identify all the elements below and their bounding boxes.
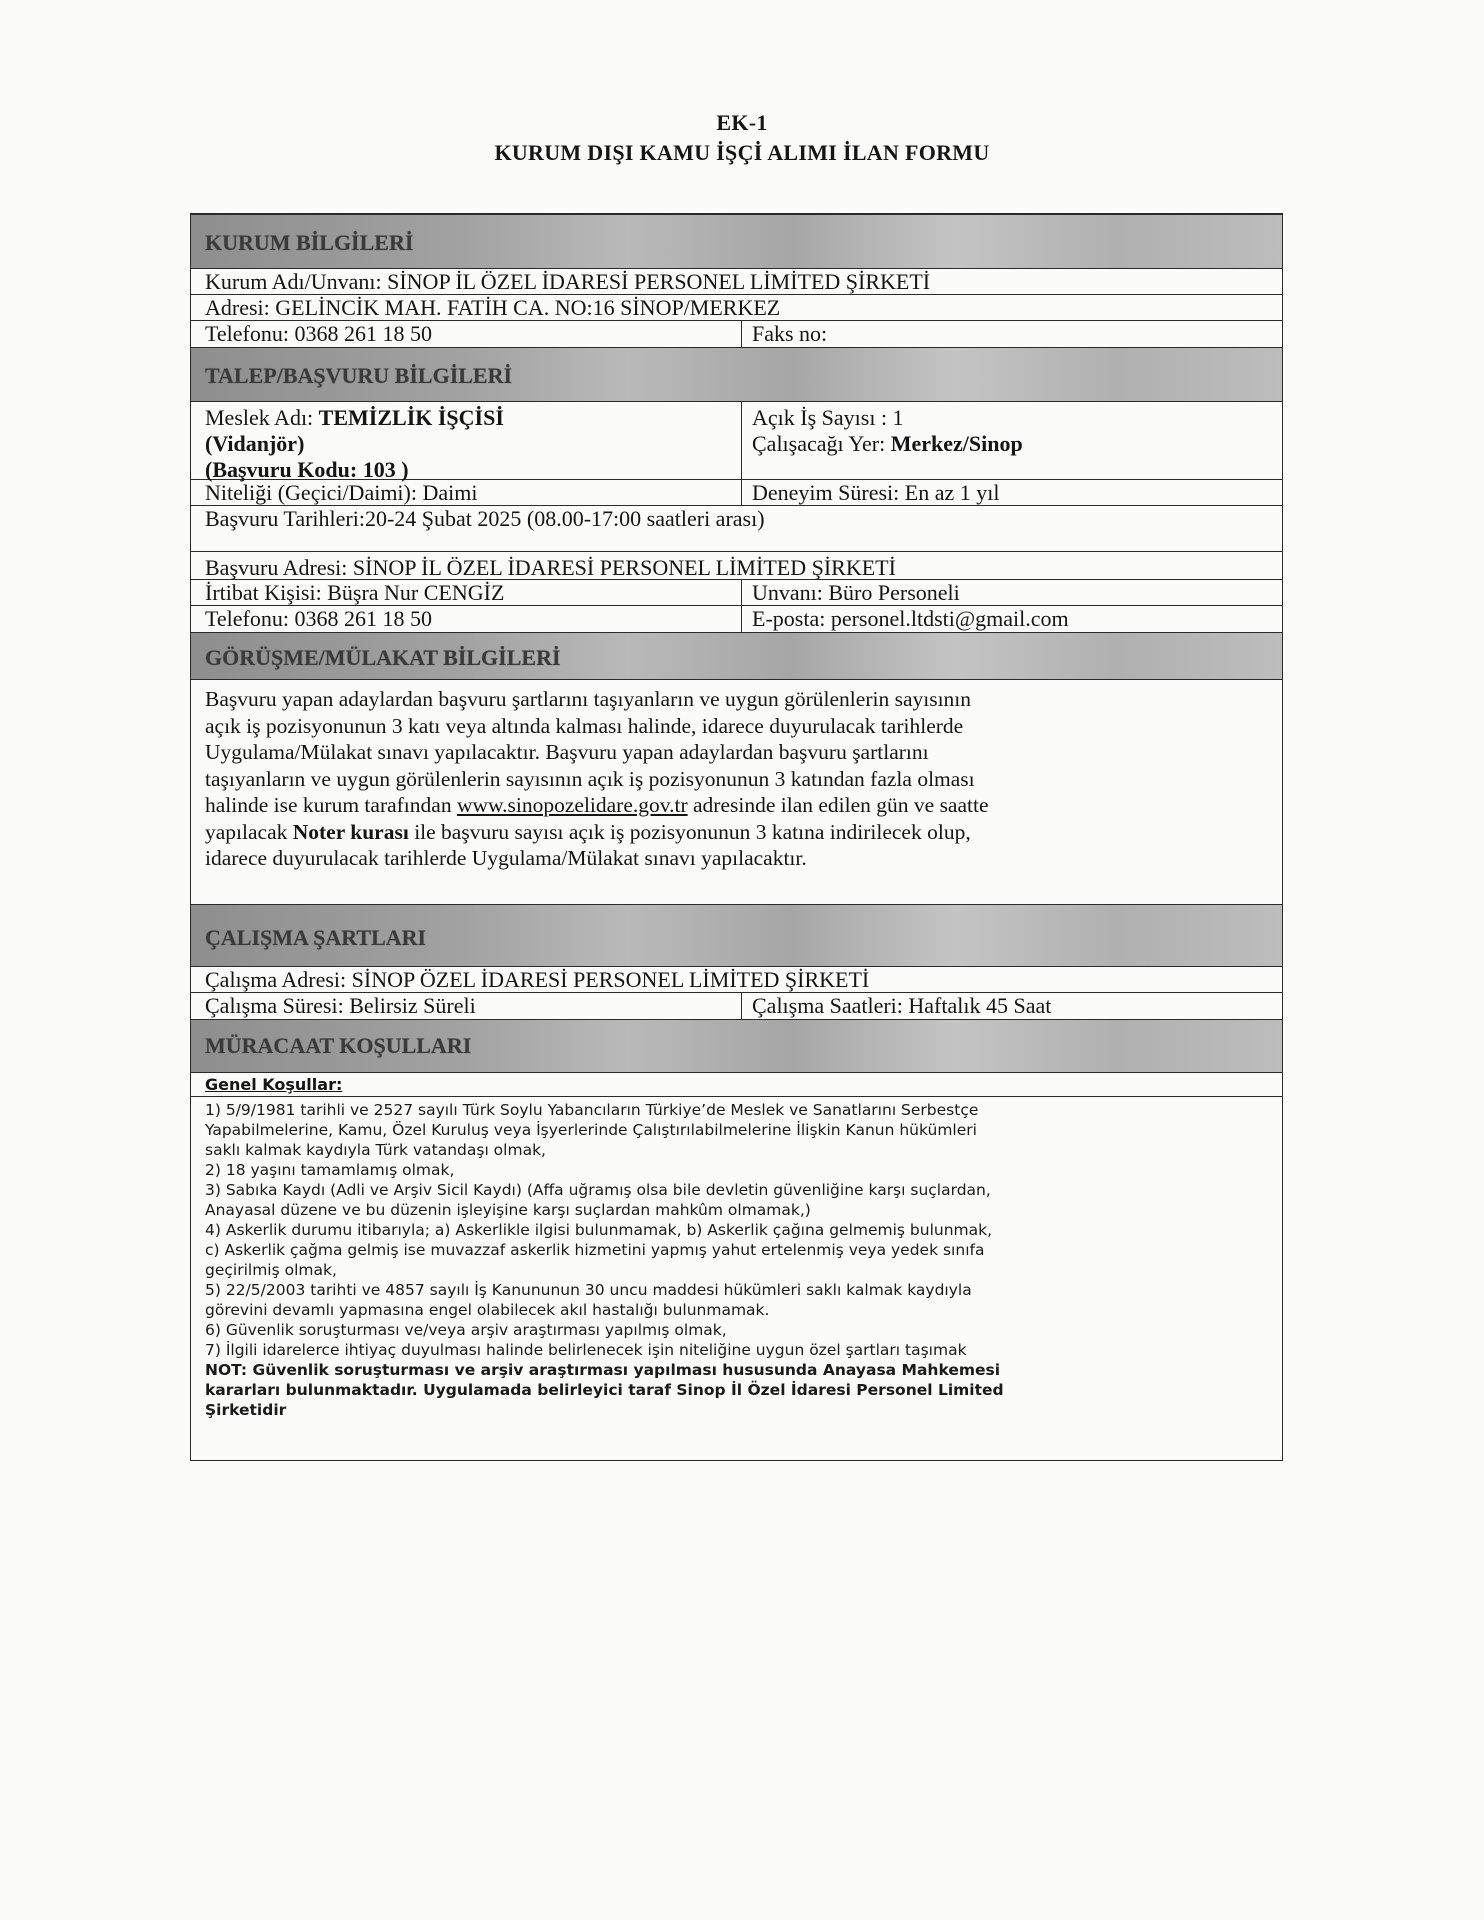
- meslek-value: TEMİZLİK İŞÇİSİ: [318, 405, 504, 430]
- gorusme-line: açık iş pozisyonunun 3 katı veya altında kalması halinde, idarece duyurulacak tarihlerde: [205, 713, 964, 738]
- noter-kurasi: Noter kurası: [292, 819, 409, 844]
- acik-is-cell: [741, 402, 1282, 479]
- gorusme-line-part: yapılacak: [205, 819, 293, 844]
- kosul-line: 6) Güvenlik soruşturması ve/veya arşiv araştırması yapılmış olmak,: [205, 1321, 727, 1339]
- section-gorusme-header: [191, 632, 1282, 680]
- calisma-suresi: Çalışma Süresi: Belirsiz Süreli: [205, 993, 476, 1018]
- kosul-line: 7) İlgili idarelerce ihtiyaç duyulması halinde belirlenecek işin niteliğine uygun özel şartları taşımak: [205, 1341, 967, 1359]
- gorusme-line: idarece duyurulacak tarihlerde Uygulama/Mülakat sınavı yapılacaktır.: [205, 846, 807, 870]
- gorusme-line-part: adresinde ilan edilen gün ve saatte: [687, 793, 989, 817]
- row-irtibat: [191, 580, 1282, 606]
- kurum-name: Kurum Adı/Unvanı: SİNOP İL ÖZEL İDARESİ PERSONEL LİMİTED ŞİRKETİ: [205, 269, 931, 294]
- basvuru-adresi: Başvuru Adresi: SİNOP İL ÖZEL İDARESİ PERSONEL LİMİTED ŞİRKETİ: [205, 555, 896, 580]
- calisma-saatleri: Çalışma Saatleri: Haftalık 45 Saat: [741, 993, 1282, 1019]
- kosul-line: geçirilmiş olmak,: [205, 1261, 337, 1279]
- deneyim: Deneyim Süresi: En az 1 yıl: [741, 480, 1282, 505]
- page-title: [0, 108, 1484, 168]
- meslek-sub1: (Vidanjör): [205, 431, 305, 456]
- yer-label: Çalışacağı Yer:: [752, 431, 891, 456]
- basvuru-tarihleri: Başvuru Tarihleri:20-24 Şubat 2025 (08.00-17:00 saatleri arası): [205, 506, 765, 531]
- ilan-form: [190, 213, 1283, 1461]
- website-link[interactable]: www.sinopozelidare.gov.tr: [456, 793, 688, 817]
- section-kurum-title: KURUM BİLGİLERİ: [205, 230, 414, 255]
- genel-kosullar-label: Genel Koşullar:: [205, 1075, 343, 1094]
- row-meslek: [191, 402, 1282, 480]
- gorusme-line-part: ile başvuru sayısı açık iş pozisyonunun 3 katına indirilecek olup,: [408, 819, 971, 844]
- row-basvuru-adres: [191, 552, 1282, 580]
- genel-kosullar-row: [191, 1073, 1282, 1097]
- row-calisma-adres: [191, 967, 1282, 993]
- kosul-line: Yapabilmelerine, Kamu, Özel Kuruluş veya İşyerlerinde Çalıştırılabilmelerine İlişkin Kanun hükümleri: [205, 1121, 977, 1139]
- annex-label: EK-1: [716, 110, 768, 135]
- kosul-line: saklı kalmak kaydıyla Türk vatandaşı olmak,: [205, 1141, 546, 1159]
- meslek-label: Meslek Adı:: [205, 405, 319, 430]
- kosul-line: 4) Askerlik durumu itibarıyla; a) Askerlikle ilgisi bulunmamak, b) Askerlik çağına gelmemiş bulunmak,: [205, 1221, 993, 1239]
- kosul-line: 5) 22/5/2003 tarihti ve 4857 sayılı İş Kanununun 30 uncu maddesi hükümleri saklı kalmak kaydıyla: [205, 1281, 972, 1299]
- meslek-cell: [191, 402, 741, 482]
- nitelik: Niteliği (Geçici/Daimi): Daimi: [205, 480, 478, 505]
- section-talep-header: [191, 347, 1282, 402]
- section-kurum-header: [191, 214, 1282, 269]
- row-irtibat-tel: [191, 606, 1282, 632]
- row-tarihler: [191, 506, 1282, 552]
- kosul-line: 3) Sabıka Kaydı (Adli ve Arşiv Sicil Kaydı) (Affa uğramış olsa bile devletin güvenliğine karşı suçlardan,: [205, 1181, 991, 1199]
- gorusme-line-part: halinde ise kurum tarafından: [205, 793, 457, 817]
- note-line: Şirketidir: [205, 1401, 287, 1419]
- section-muracaat-header: [191, 1019, 1282, 1073]
- irtibat-telefon: Telefonu: 0368 261 18 50: [205, 606, 432, 631]
- acik-is-sayisi: Açık İş Sayısı : 1: [752, 405, 904, 430]
- kosul-line: 1) 5/9/1981 tarihli ve 2527 sayılı Türk Soylu Yabancıların Türkiye’de Meslek ve Sanatlarını Serbestçe: [205, 1101, 979, 1119]
- kosullar-list: [205, 1100, 1265, 1420]
- kurum-phone: Telefonu: 0368 261 18 50: [205, 321, 432, 346]
- row-kurum-phone: [191, 321, 1282, 347]
- irtibat-kisisi: İrtibat Kişisi: Büşra Nur CENGİZ: [205, 580, 505, 605]
- kosul-line: c) Askerlik çağma gelmiş ise muvazzaf askerlik hizmetini yapmış yahut ertelenmiş veya yedek sınıfa: [205, 1241, 985, 1259]
- note-line: kararları bulunmaktadır. Uygulamada belirleyici taraf Sinop İl Özel İdaresi Personel Limited: [205, 1381, 1004, 1399]
- kurum-address: Adresi: GELİNCİK MAH. FATİH CA. NO:16 SİNOP/MERKEZ: [205, 295, 781, 320]
- kurum-fax: Faks no:: [741, 321, 1282, 347]
- section-calisma-header: [191, 904, 1282, 967]
- section-gorusme-title: GÖRÜŞME/MÜLAKAT BİLGİLERİ: [205, 645, 561, 670]
- row-calisma-sure: [191, 993, 1282, 1019]
- kosul-line: Anayasal düzene ve bu düzenin işleyişine karşı suçlardan mahkûm olmamak,): [205, 1201, 811, 1219]
- row-nitelik: [191, 480, 1282, 506]
- row-kurum-name: [191, 269, 1282, 295]
- kosul-line: 2) 18 yaşını tamamlamış olmak,: [205, 1161, 455, 1179]
- basvuru-kodu: (Başvuru Kodu: 103 ): [205, 457, 409, 482]
- gorusme-line: Başvuru yapan adaylardan başvuru şartlarını taşıyanların ve uygun görülenlerin sayısının: [205, 687, 972, 711]
- irtibat-eposta: E-posta: personel.ltdsti@gmail.com: [741, 606, 1282, 632]
- section-muracaat-title: MÜRACAAT KOŞULLARI: [205, 1033, 472, 1058]
- section-calisma-title: ÇALIŞMA ŞARTLARI: [205, 925, 427, 950]
- row-kurum-address: [191, 295, 1282, 321]
- gorusme-line: taşıyanların ve uygun görülenlerin sayısının açık iş pozisyonunun 3 katından fazla olması: [205, 766, 975, 791]
- note-line: NOT: Güvenlik soruşturması ve arşiv araştırması yapılması hususunda Anayasa Mahkemesi: [205, 1361, 1001, 1379]
- kosul-line: görevini devamlı yapmasına engel olabilecek akıl hastalığı bulunmamak.: [205, 1301, 770, 1319]
- calisma-adresi: Çalışma Adresi: SİNOP ÖZEL İDARESİ PERSONEL LİMİTED ŞİRKETİ: [205, 967, 870, 992]
- gorusme-text: [205, 686, 1267, 872]
- irtibat-unvan: Unvanı: Büro Personeli: [741, 580, 1282, 605]
- yer-value: Merkez/Sinop: [890, 431, 1023, 456]
- section-talep-title: TALEP/BAŞVURU BİLGİLERİ: [205, 363, 513, 388]
- form-title: KURUM DIŞI KAMU İŞÇİ ALIMI İLAN FORMU: [494, 140, 990, 165]
- gorusme-line: Uygulama/Mülakat sınavı yapılacaktır. Başvuru yapan adaylardan başvuru şartlarını: [205, 740, 929, 764]
